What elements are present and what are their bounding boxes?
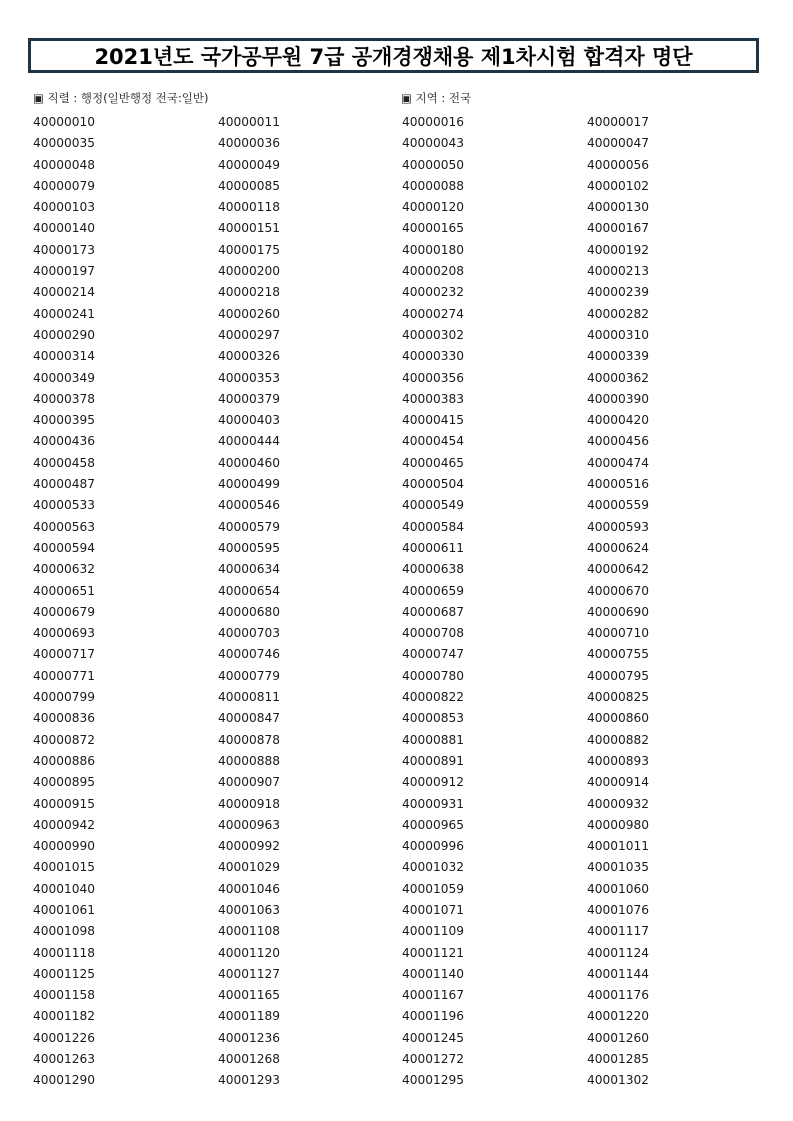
candidate-number: 40000353 — [218, 370, 281, 385]
candidate-number: 40001140 — [402, 966, 465, 981]
candidate-number: 40000290 — [33, 327, 96, 342]
candidate-number: 40001121 — [402, 945, 465, 960]
candidate-number: 40000579 — [218, 519, 281, 534]
candidate-number: 40001059 — [402, 881, 465, 896]
candidate-number: 40000963 — [218, 817, 281, 832]
candidate-number: 40000717 — [33, 647, 96, 662]
candidate-number: 40000914 — [587, 775, 650, 790]
candidate-number: 40000016 — [402, 115, 465, 129]
candidate-number: 40000395 — [33, 413, 96, 428]
candidate-number: 40000779 — [218, 668, 281, 683]
candidate-number: 40001268 — [218, 1052, 281, 1067]
candidate-number-list — [33, 112, 773, 1092]
candidate-number: 40000918 — [218, 796, 281, 811]
candidate-number: 40001011 — [587, 839, 650, 854]
candidate-number: 40000980 — [587, 817, 650, 832]
candidate-number: 40001176 — [587, 988, 650, 1003]
candidate-number: 40001120 — [218, 945, 281, 960]
candidate-number: 40000932 — [587, 796, 650, 811]
candidate-number: 40000584 — [402, 519, 465, 534]
candidate-number: 40001125 — [33, 966, 96, 981]
candidate-number: 40000996 — [402, 839, 465, 854]
candidate-number: 40000965 — [402, 817, 465, 832]
candidate-number: 40000173 — [33, 242, 96, 257]
candidate-number: 40000907 — [218, 775, 281, 790]
candidate-number: 40000659 — [402, 583, 465, 598]
candidate-number: 40000232 — [402, 285, 465, 300]
candidate-number: 40000175 — [218, 242, 281, 257]
candidate-number: 40001063 — [218, 902, 281, 917]
candidate-number: 40000860 — [587, 711, 650, 726]
candidate-number: 40000680 — [218, 604, 281, 619]
candidate-number: 40000549 — [402, 498, 465, 513]
candidate-number: 40000825 — [587, 690, 650, 705]
candidate-number: 40000931 — [402, 796, 465, 811]
candidate-number: 40001302 — [587, 1073, 650, 1088]
candidate-number: 40000260 — [218, 306, 281, 321]
candidate-number: 40001263 — [33, 1052, 96, 1067]
candidate-number: 40000895 — [33, 775, 96, 790]
candidate-number: 40000241 — [33, 306, 96, 321]
candidate-number: 40000120 — [402, 200, 465, 215]
candidate-number: 40000010 — [33, 115, 96, 129]
candidate-number: 40000180 — [402, 242, 465, 257]
candidate-number: 40000302 — [402, 327, 465, 342]
candidate-number: 40000847 — [218, 711, 281, 726]
candidate-number: 40000687 — [402, 604, 465, 619]
candidate-number: 40000218 — [218, 285, 281, 300]
series-label: ▣ 직렬 : 행정(일반행정 전국:일반) — [33, 91, 209, 105]
candidate-number: 40000214 — [33, 285, 96, 300]
candidate-number: 40000771 — [33, 668, 96, 683]
candidate-number: 40001293 — [218, 1073, 281, 1088]
candidate-number: 40000213 — [587, 264, 650, 279]
candidate-number: 40000192 — [587, 242, 650, 257]
candidate-number: 40000516 — [587, 477, 650, 492]
candidate-number: 40001182 — [33, 1009, 96, 1024]
candidate-number: 40001158 — [33, 988, 96, 1003]
candidate-number: 40001118 — [33, 945, 96, 960]
candidate-number: 40000310 — [587, 327, 650, 342]
candidate-number: 40000326 — [218, 349, 281, 364]
candidate-number: 40001226 — [33, 1030, 96, 1045]
candidate-number: 40000634 — [218, 562, 281, 577]
candidate-number: 40000746 — [218, 647, 281, 662]
candidate-number: 40000654 — [218, 583, 281, 598]
candidate-number: 40001245 — [402, 1030, 465, 1045]
candidate-number: 40000679 — [33, 604, 96, 619]
candidate-number: 40000747 — [402, 647, 465, 662]
candidate-number: 40000878 — [218, 732, 281, 747]
candidate-number: 40000403 — [218, 413, 281, 428]
candidate-number: 40000460 — [218, 455, 281, 470]
candidate-number: 40000282 — [587, 306, 650, 321]
candidate-number: 40000383 — [402, 391, 465, 406]
candidate-number: 40000444 — [218, 434, 281, 449]
candidate-number: 40001076 — [587, 902, 650, 917]
candidate-number: 40000642 — [587, 562, 650, 577]
candidate-number: 40000755 — [587, 647, 650, 662]
candidate-number: 40000036 — [218, 136, 281, 151]
candidate-number: 40000611 — [402, 540, 465, 555]
candidate-number: 40000085 — [218, 178, 281, 193]
candidate-number: 40000504 — [402, 477, 465, 492]
candidate-number: 40001071 — [402, 902, 465, 917]
candidate-number: 40001196 — [402, 1009, 465, 1024]
candidate-number: 40000593 — [587, 519, 650, 534]
candidate-number: 40000893 — [587, 753, 650, 768]
candidate-number: 40000891 — [402, 753, 465, 768]
candidate-number: 40000047 — [587, 136, 650, 151]
title-box — [28, 38, 759, 73]
candidate-number: 40000079 — [33, 178, 96, 193]
candidate-number: 40001060 — [587, 881, 650, 896]
candidate-number: 40000465 — [402, 455, 465, 470]
candidate-number: 40001165 — [218, 988, 281, 1003]
candidate-number: 40000197 — [33, 264, 96, 279]
candidate-number: 40000378 — [33, 391, 96, 406]
candidate-number: 40000118 — [218, 200, 281, 215]
candidate-number: 40000624 — [587, 540, 650, 555]
candidate-number: 40000499 — [218, 477, 281, 492]
candidate-number: 40000690 — [587, 604, 650, 619]
candidate-number: 40000339 — [587, 349, 650, 364]
candidate-number: 40000330 — [402, 349, 465, 364]
candidate-number: 40000836 — [33, 711, 96, 726]
candidate-number: 40000881 — [402, 732, 465, 747]
candidate-number: 40001290 — [33, 1073, 96, 1088]
candidate-number: 40001108 — [218, 924, 281, 939]
candidate-number: 40000942 — [33, 817, 96, 832]
candidate-number: 40001061 — [33, 902, 96, 917]
candidate-number: 40000356 — [402, 370, 465, 385]
candidate-number: 40000594 — [33, 540, 96, 555]
candidate-number: 40000456 — [587, 434, 650, 449]
candidate-number: 40001272 — [402, 1052, 465, 1067]
candidate-number: 40000011 — [218, 115, 281, 129]
candidate-number: 40000651 — [33, 583, 96, 598]
candidate-number: 40000314 — [33, 349, 96, 364]
candidate-number: 40001109 — [402, 924, 465, 939]
candidate-number: 40000912 — [402, 775, 465, 790]
candidate-number: 40000990 — [33, 839, 96, 854]
candidate-number: 40001029 — [218, 860, 281, 875]
candidate-number: 40000915 — [33, 796, 96, 811]
candidate-number: 40000795 — [587, 668, 650, 683]
candidate-number: 40001040 — [33, 881, 96, 896]
candidate-number: 40001032 — [402, 860, 465, 875]
candidate-number: 40000882 — [587, 732, 650, 747]
candidate-number: 40000130 — [587, 200, 650, 215]
candidate-number: 40001285 — [587, 1052, 650, 1067]
candidate-number: 40000297 — [218, 327, 281, 342]
candidate-number: 40000853 — [402, 711, 465, 726]
candidate-number: 40000487 — [33, 477, 96, 492]
candidate-number: 40000638 — [402, 562, 465, 577]
candidate-number: 40000703 — [218, 626, 281, 641]
candidate-number: 40000992 — [218, 839, 281, 854]
candidate-number: 40000102 — [587, 178, 650, 193]
candidate-number: 40000048 — [33, 157, 96, 172]
candidate-number: 40000436 — [33, 434, 96, 449]
candidate-number: 40000710 — [587, 626, 650, 641]
candidate-number: 40000693 — [33, 626, 96, 641]
candidate-number: 40001260 — [587, 1030, 650, 1045]
candidate-number: 40001127 — [218, 966, 281, 981]
candidate-number: 40000595 — [218, 540, 281, 555]
candidate-number: 40000208 — [402, 264, 465, 279]
candidate-number: 40000799 — [33, 690, 96, 705]
candidate-number: 40000533 — [33, 498, 96, 513]
candidate-number: 40000822 — [402, 690, 465, 705]
candidate-number: 40000349 — [33, 370, 96, 385]
candidate-number: 40000274 — [402, 306, 465, 321]
candidate-number: 40000151 — [218, 221, 281, 236]
candidate-number: 40001236 — [218, 1030, 281, 1045]
candidate-number: 40000886 — [33, 753, 96, 768]
candidate-number: 40000103 — [33, 200, 96, 215]
candidate-number: 40000458 — [33, 455, 96, 470]
region-label: ▣ 지역 : 전국 — [401, 91, 472, 105]
candidate-number: 40000454 — [402, 434, 465, 449]
candidate-number: 40000811 — [218, 690, 281, 705]
candidate-number: 40000708 — [402, 626, 465, 641]
candidate-number: 40001220 — [587, 1009, 650, 1024]
candidate-number: 40000239 — [587, 285, 650, 300]
candidate-number: 40000017 — [587, 115, 650, 129]
candidate-number: 40000670 — [587, 583, 650, 598]
candidate-number: 40000056 — [587, 157, 650, 172]
candidate-number: 40001046 — [218, 881, 281, 896]
candidate-number: 40000200 — [218, 264, 281, 279]
candidate-number: 40000043 — [402, 136, 465, 151]
candidate-number: 40000632 — [33, 562, 96, 577]
candidate-number: 40001117 — [587, 924, 650, 939]
candidate-number: 40000563 — [33, 519, 96, 534]
candidate-number: 40000559 — [587, 498, 650, 513]
candidate-number: 40001189 — [218, 1009, 281, 1024]
candidate-number: 40000420 — [587, 413, 650, 428]
page-title: 2021년도 국가공무원 7급 공개경쟁채용 제1차시험 합격자 명단 — [94, 44, 693, 69]
candidate-number: 40000140 — [33, 221, 96, 236]
candidate-number: 40001098 — [33, 924, 96, 939]
candidate-number: 40000780 — [402, 668, 465, 683]
candidate-number: 40000167 — [587, 221, 650, 236]
candidate-number: 40001144 — [587, 966, 650, 981]
candidate-number: 40000050 — [402, 157, 465, 172]
candidate-number: 40000049 — [218, 157, 281, 172]
candidate-number: 40000474 — [587, 455, 650, 470]
candidate-number: 40001167 — [402, 988, 465, 1003]
candidate-number: 40001124 — [587, 945, 650, 960]
candidate-number: 40001035 — [587, 860, 650, 875]
candidate-number: 40000888 — [218, 753, 281, 768]
candidate-number: 40000546 — [218, 498, 281, 513]
candidate-number: 40000088 — [402, 178, 465, 193]
candidate-number: 40000165 — [402, 221, 465, 236]
candidate-number: 40000390 — [587, 391, 650, 406]
candidate-number: 40000035 — [33, 136, 96, 151]
candidate-number: 40000415 — [402, 413, 465, 428]
candidate-number: 40000872 — [33, 732, 96, 747]
candidate-number: 40000362 — [587, 370, 650, 385]
candidate-number: 40001015 — [33, 860, 96, 875]
candidate-number: 40001295 — [402, 1073, 465, 1088]
candidate-number: 40000379 — [218, 391, 281, 406]
